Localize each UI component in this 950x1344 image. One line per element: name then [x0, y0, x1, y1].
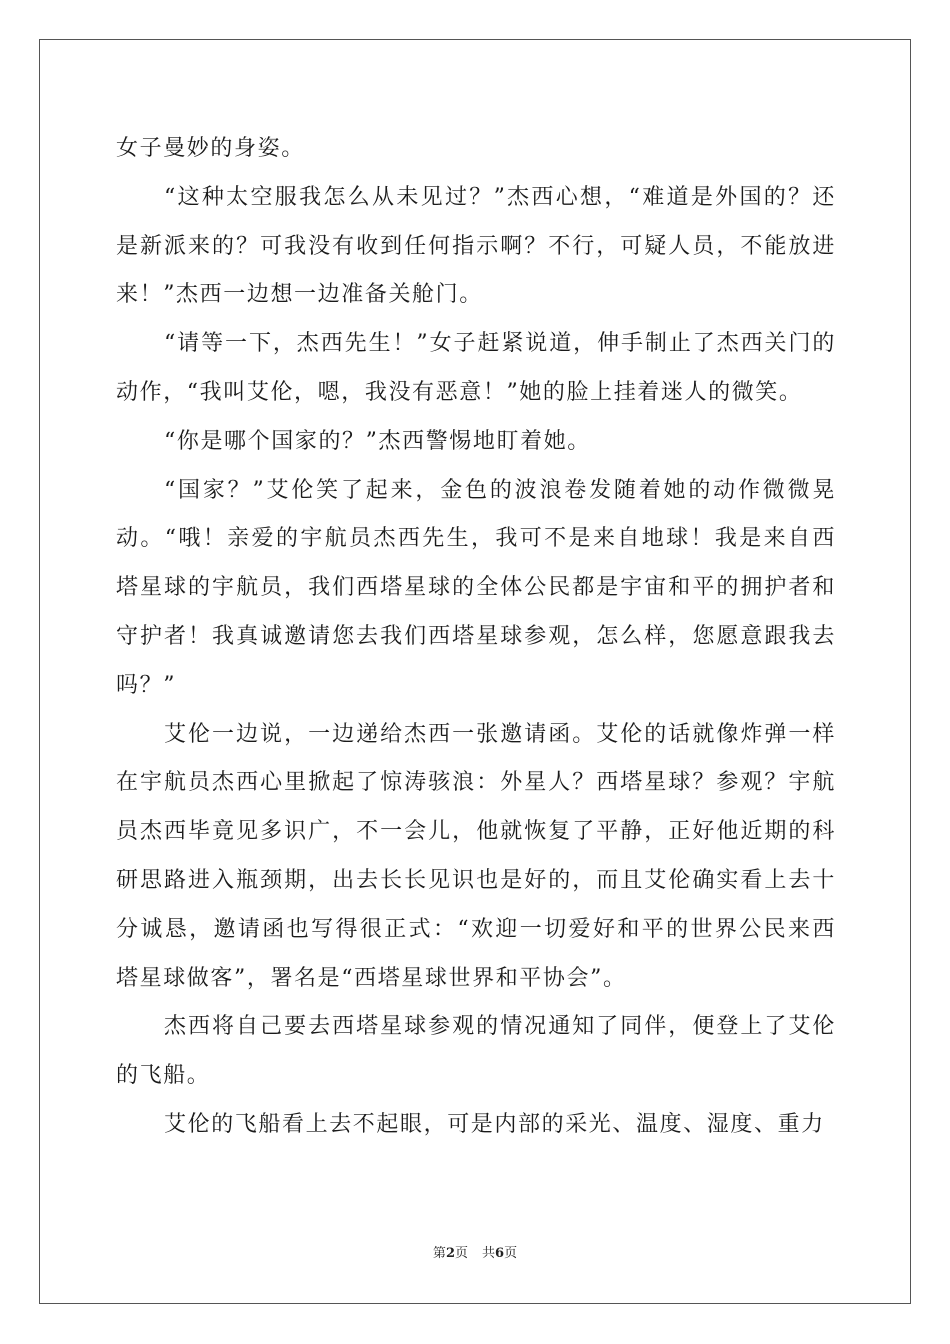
- paragraph-6: 艾伦一边说，一边递给杰西一张邀请函。艾伦的话就像炸弹一样在宇航员杰西心里掀起了惊涛骇浪：外星人？西塔星球？参观？宇航员杰西毕竟见多识广，不一会儿，他就恢复了平静，正好他近期的科研思路进入瓶颈期，出去长长见识也是好的，而且艾伦确实看上去十分诚恳，邀请函也写得很正式：“欢迎一切爱好和平的世界公民来西塔星球做客”，署名是“西塔星球世界和平协会”。: [116, 721, 836, 991]
- page-unit: 页: [454, 1246, 468, 1261]
- total-unit: 页: [504, 1246, 518, 1261]
- current-page-number: 2: [445, 1246, 455, 1261]
- total-page-number: 6: [495, 1246, 505, 1261]
- paragraph-1: 女子曼妙的身姿。: [116, 136, 305, 161]
- paragraph-5: “国家？”艾伦笑了起来，金色的波浪卷发随着她的动作微微晃动。“哦！亲爱的宇航员杰西先生，我可不是来自地球！我是来自西塔星球的宇航员，我们西塔星球的全体公民都是宇宙和平的拥护者和守护者！我真诚邀请您去我们西塔星球参观，怎么样，您愿意跟我去吗？”: [116, 477, 836, 698]
- document-body: [116, 125, 836, 1150]
- paragraph-2: “这种太空服我怎么从未见过？”杰西心想，“难道是外国的？还是新派来的？可我没有收到任何指示啊？不行，可疑人员，不能放进来！”杰西一边想一边准备关舱门。: [116, 184, 836, 308]
- page-footer: [0, 1244, 950, 1264]
- paragraph-8: 艾伦的飞船看上去不起眼，可是内部的采光、温度、湿度、重力: [164, 1111, 825, 1137]
- paragraph-3: “请等一下，杰西先生！”女子赶紧说道，伸手制止了杰西关门的动作，“我叫艾伦，嗯，我没有恶意！”她的脸上挂着迷人的微笑。: [116, 331, 836, 405]
- paragraph-4: “你是哪个国家的？”杰西警惕地盯着她。: [164, 428, 591, 454]
- page-prefix: 第: [432, 1246, 446, 1261]
- total-prefix: 共: [482, 1246, 496, 1261]
- paragraph-7: 杰西将自己要去西塔星球参观的情况通知了同伴，便登上了艾伦的飞船。: [116, 1014, 836, 1089]
